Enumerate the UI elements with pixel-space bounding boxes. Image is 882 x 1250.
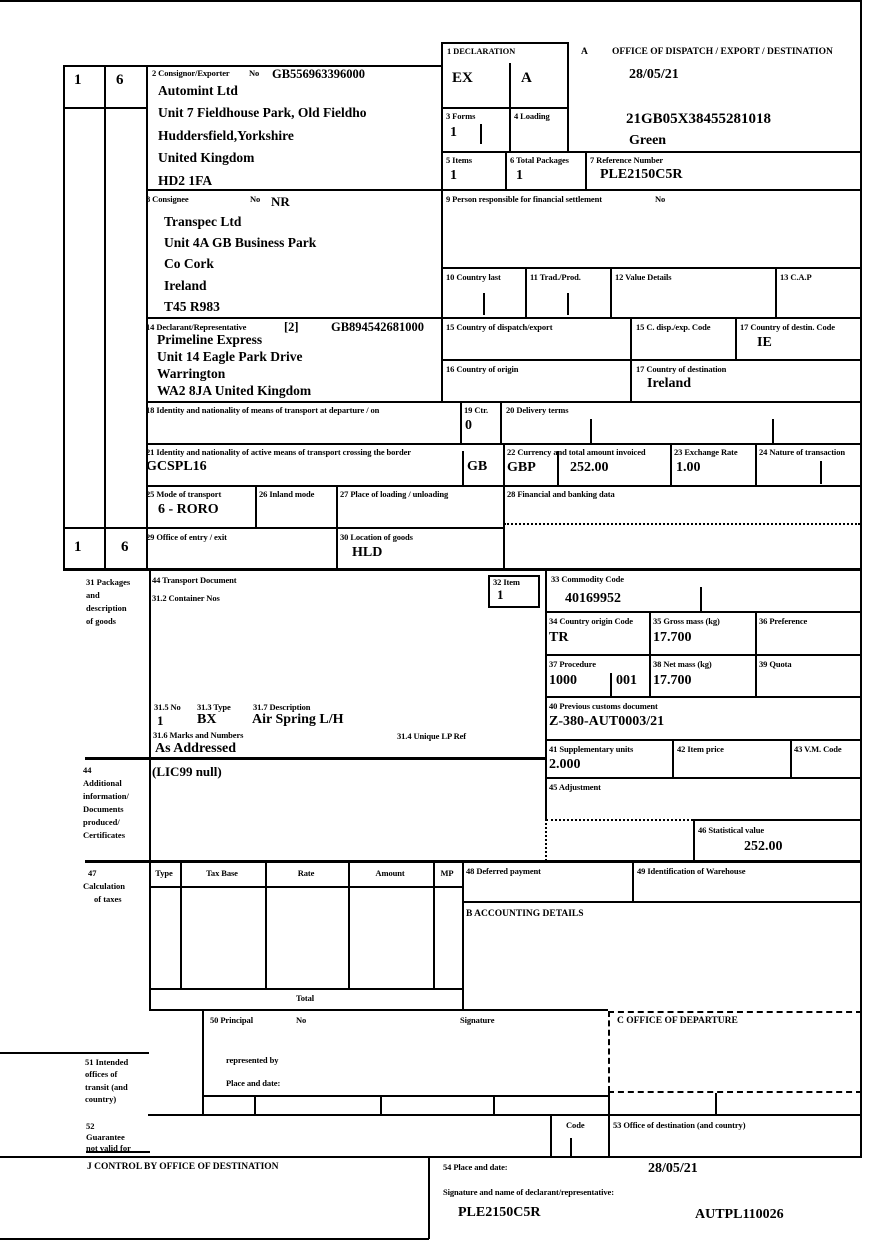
grid-line [149, 1009, 608, 1011]
grid-line [610, 673, 612, 697]
address-line: Unit 7 Fieldhouse Park, Old Fieldho [158, 105, 367, 121]
invoice-currency: GBP [507, 460, 536, 475]
box16-label: 16 Country of origin [446, 364, 519, 374]
tax-col-type: Type [155, 868, 173, 878]
grid-line [85, 757, 545, 760]
exchange-rate: 1.00 [676, 460, 701, 475]
grid-line [649, 611, 651, 697]
dashed-line [608, 1011, 610, 1092]
dotted-line [545, 819, 547, 861]
movement-reference-number: 21GB05X38455281018 [626, 111, 772, 127]
goods-location: HLD [352, 545, 383, 560]
grid-line [670, 443, 672, 486]
box23-label: 23 Exchange Rate [674, 447, 738, 457]
box12-label: 12 Value Details [615, 272, 672, 282]
box34-label: 34 Country origin Code [549, 616, 633, 626]
box39-label: 39 Quota [759, 659, 792, 669]
grid-line [608, 1093, 610, 1157]
box31-4-label: 31.4 Unique LP Ref [397, 731, 467, 741]
box26-label: 26 Inland mode [259, 489, 315, 499]
additional-info-value: (LIC99 null) [152, 764, 222, 779]
box51-margin-label: offices of [85, 1069, 118, 1079]
grid-line [775, 267, 777, 318]
representative-code: [2] [284, 320, 299, 334]
box15-label: 15 Country of dispatch/export [446, 322, 553, 332]
box30-label: 30 Location of goods [340, 532, 413, 542]
package-count: 1 [157, 713, 164, 728]
box50-represented-label: represented by [226, 1055, 279, 1065]
grid-line [755, 443, 757, 486]
box8-no-label: No [250, 194, 261, 204]
address-line: Huddersfield,Yorkshire [158, 127, 294, 143]
tick-mark [700, 587, 702, 612]
grid-line [265, 860, 267, 989]
grid-line [180, 860, 182, 989]
box47-margin-label: of taxes [94, 894, 122, 904]
box9-no-label: No [655, 194, 666, 204]
box14-label: 14 Declarant/Representative [146, 322, 247, 332]
grid-line [693, 819, 695, 861]
destination-country-code: IE [757, 335, 772, 350]
grid-line [149, 886, 462, 888]
grid-line [460, 401, 462, 444]
origin-country-code: TR [549, 630, 569, 645]
box32-label: 32 Item [493, 577, 520, 587]
box54-label: 54 Place and date: [443, 1162, 508, 1172]
copy-number-left-2: 1 [74, 539, 82, 555]
grid-line [550, 1115, 552, 1157]
grid-line [0, 0, 862, 2]
tick-mark [567, 293, 569, 315]
box9-label: 9 Person responsible for financial settlement [446, 194, 602, 204]
box53-label: 53 Office of destination (and country) [613, 1120, 746, 1130]
grid-line [441, 267, 862, 269]
supplementary-units: 2.000 [549, 757, 581, 772]
box37-label: 37 Procedure [549, 659, 596, 669]
box33-label: 33 Commodity Code [551, 574, 624, 584]
grid-line [63, 65, 65, 568]
box31-margin-label: of goods [86, 616, 116, 626]
copy-number-right: 6 [116, 72, 124, 88]
grid-line [715, 1093, 717, 1115]
grid-line [545, 739, 862, 741]
grid-line [433, 860, 435, 989]
box51-margin-label: transit (and [85, 1082, 128, 1092]
tick-mark [480, 124, 482, 144]
grid-line [567, 42, 569, 152]
tax-col-rate: Rate [297, 868, 315, 878]
box25-label: 25 Mode of transport [146, 489, 222, 499]
box50-place-label: Place and date: [226, 1078, 281, 1088]
box44-margin-label: produced/ [83, 817, 120, 827]
address-line: Transpec Ltd [164, 214, 242, 229]
box5-label: 5 Items [446, 155, 472, 165]
grid-line [545, 568, 547, 819]
box21-label: 21 Identity and nationality of active means of transport crossing the border [146, 447, 411, 457]
box50-no-label: No [296, 1015, 307, 1025]
copy-number-right-2: 6 [121, 539, 129, 555]
grid-line [202, 1009, 204, 1115]
destination-country: Ireland [647, 376, 692, 391]
transport-nationality: GB [467, 459, 488, 474]
address-line: Unit 4A GB Business Park [164, 235, 317, 251]
grid-line [254, 1095, 256, 1115]
tax-col-amount: Amount [375, 868, 405, 878]
box20-label: 20 Delivery terms [506, 405, 569, 415]
statistical-value: 252.00 [744, 839, 783, 854]
grid-line [146, 401, 862, 403]
tick-mark [483, 293, 485, 315]
grid-line [348, 860, 350, 989]
box31-margin-label: description [86, 603, 127, 613]
grid-line [630, 317, 632, 402]
copy-number-left: 1 [74, 72, 82, 88]
grid-line [63, 568, 862, 571]
transport-identity: GCSPL16 [146, 459, 207, 474]
box44t-label: 44 Transport Document [152, 575, 237, 585]
box47-margin-label: Calculation [83, 881, 126, 891]
grid-line [441, 42, 568, 44]
box24-label: 24 Nature of transaction [759, 447, 845, 457]
grid-line [545, 696, 862, 698]
box29-label: 29 Office of entry / exit [146, 532, 227, 542]
box6-label: 6 Total Packages [510, 155, 569, 165]
previous-document: Z-380-AUT0003/21 [549, 714, 665, 729]
box38-label: 38 Net mass (kg) [653, 659, 712, 669]
goods-description: Air Spring L/H [252, 712, 344, 727]
grid-line [503, 443, 505, 569]
box41-label: 41 Supplementary units [549, 744, 634, 754]
box17c-label: 17 Country of destin. Code [740, 322, 835, 332]
grid-line [149, 568, 151, 1010]
box13-label: 13 C.A.P [780, 272, 812, 282]
box46-label: 46 Statistical value [698, 825, 764, 835]
address-line: WA2 8JA United Kingdom [157, 383, 312, 398]
sectionB-label: B ACCOUNTING DETAILS [466, 909, 584, 919]
exporter-eori: GB556963396000 [272, 67, 366, 81]
grid-line [146, 317, 862, 319]
box2-no-label: No [249, 68, 260, 78]
dashed-line [608, 1091, 862, 1093]
box31-6-label: 31.6 Marks and Numbers [153, 730, 244, 740]
commodity-code: 40169952 [565, 591, 621, 606]
routing-status: Green [629, 133, 667, 148]
box50-label: 50 Principal [210, 1015, 253, 1025]
box50-signature-label: Signature [460, 1015, 495, 1025]
box51-margin-label: 51 Intended [85, 1057, 129, 1067]
declarant-address [157, 331, 311, 399]
address-line: Unit 14 Eagle Park Drive [157, 349, 303, 364]
invoice-amount: 252.00 [570, 460, 609, 475]
forms-value: 1 [450, 125, 457, 140]
box35-label: 35 Gross mass (kg) [653, 616, 720, 626]
box52-margin-label: Guarantee [86, 1132, 125, 1142]
box31-margin-label: 31 Packages [86, 577, 131, 587]
grid-line [104, 65, 106, 568]
grid-line [610, 267, 612, 318]
box44-margin-label: Additional [83, 778, 122, 788]
tick-mark [772, 419, 774, 444]
grid-line [462, 901, 862, 903]
box44-margin-label: 44 [83, 765, 92, 775]
tick-mark [820, 461, 822, 484]
consignee-no: NR [271, 194, 290, 209]
box42-label: 42 Item price [677, 744, 724, 754]
address-line: HD2 1FA [158, 172, 213, 188]
grid-line [860, 0, 862, 1157]
sectionC-label: C OFFICE OF DEPARTURE [617, 1016, 738, 1026]
place-date-value: 28/05/21 [648, 1161, 698, 1176]
items-value: 1 [450, 168, 457, 183]
grid-line [500, 401, 502, 444]
box19-label: 19 Ctr. [464, 405, 489, 415]
marks-and-numbers: As Addressed [155, 741, 237, 756]
grid-line [202, 1095, 608, 1097]
box44-margin-label: Certificates [83, 830, 126, 840]
tax-col-taxbase: Tax Base [206, 868, 238, 878]
grid-line [336, 485, 338, 569]
address-line: Ireland [164, 277, 207, 293]
box52-margin-label: not valid for [86, 1143, 131, 1153]
grid-line [0, 1052, 149, 1054]
box49-label: 49 Identification of Warehouse [637, 866, 746, 876]
box31-3-label: 31.3 Type [197, 702, 231, 712]
grid-line [63, 65, 442, 67]
grid-line [545, 654, 862, 656]
declaration-type: EX [452, 70, 473, 86]
address-line: Co Cork [164, 256, 214, 272]
total-packages-value: 1 [516, 168, 523, 183]
grid-line [85, 860, 862, 863]
tick-mark [570, 1138, 572, 1157]
box3-label: 3 Forms [446, 111, 476, 121]
officeA-letter: A [581, 47, 588, 57]
box8-label: 8 Consignee [146, 194, 189, 204]
package-type: BX [197, 712, 217, 727]
net-mass: 17.700 [653, 673, 692, 688]
grid-line [505, 151, 507, 190]
reference-number-value: PLE2150C5R [600, 167, 683, 182]
box18-label: 18 Identity and nationality of means of transport at departure / on [146, 405, 380, 415]
tick-mark [590, 419, 592, 444]
consignee-address [164, 211, 316, 317]
grid-line [462, 451, 464, 486]
box44-margin-label: information/ [83, 791, 129, 801]
box7-label: 7 Reference Number [590, 155, 664, 165]
procedure-code-2: 001 [616, 673, 637, 688]
box31-7-label: 31.7 Description [253, 702, 311, 712]
declarant-eori: GB894542681000 [331, 320, 425, 334]
dotted-line [546, 819, 693, 821]
grid-line [149, 988, 462, 990]
gross-mass: 17.700 [653, 630, 692, 645]
box31-2-label: 31.2 Container Nos [152, 593, 220, 603]
grid-line [428, 1156, 430, 1239]
grid-line [0, 1238, 429, 1240]
address-line: T45 R983 [164, 298, 220, 314]
box2-label: 2 Consignor/Exporter [152, 68, 230, 78]
grid-line [255, 485, 257, 528]
box17-label: 17 Country of destination [636, 364, 727, 374]
dashed-line [608, 1011, 862, 1013]
box36-label: 36 Preference [759, 616, 808, 626]
grid-line [441, 42, 443, 402]
grid-line [790, 739, 792, 778]
acceptance-date: 28/05/21 [629, 67, 679, 82]
box52-code-label: Code [566, 1120, 585, 1130]
item-number: 1 [497, 587, 504, 602]
grid-line [441, 359, 862, 361]
grid-line [545, 777, 862, 779]
box45-label: 45 Adjustment [549, 782, 601, 792]
sectionJ-label: J CONTROL BY OFFICE OF DESTINATION [87, 1162, 279, 1172]
officeA-label: OFFICE OF DISPATCH / EXPORT / DESTINATION [612, 47, 833, 57]
box44-margin-label: Documents [83, 804, 124, 814]
box11-label: 11 Trad./Prod. [530, 272, 581, 282]
box10-label: 10 Country last [446, 272, 501, 282]
declarant-reference: PLE2150C5R [458, 1205, 541, 1220]
declaration-subtype: A [521, 70, 532, 86]
grid-line [146, 527, 503, 529]
box47-margin-label: 47 [88, 868, 97, 878]
box31-5-label: 31.5 No [154, 702, 181, 712]
procedure-code: 1000 [549, 673, 577, 688]
declarant-code: AUTPL110026 [695, 1207, 784, 1222]
grid-line [380, 1095, 382, 1115]
box27-label: 27 Place of loading / unloading [340, 489, 449, 499]
exporter-address [158, 80, 367, 192]
grid-line [493, 1095, 495, 1115]
mode-of-transport: 6 - RORO [158, 502, 219, 517]
grid-line [545, 611, 862, 613]
box51-margin-label: country) [85, 1094, 117, 1104]
grid-line [0, 1156, 862, 1158]
address-line: Automint Ltd [158, 83, 238, 98]
address-line: Primeline Express [157, 332, 263, 347]
box15c-label: 15 C. disp./exp. Code [636, 322, 711, 332]
grid-line [509, 63, 511, 152]
address-line: Warrington [157, 366, 226, 381]
grid-line [632, 860, 634, 902]
box54-sig-label: Signature and name of declarant/representative: [443, 1187, 614, 1197]
box22-label: 22 Currency and total amount invoiced [507, 447, 646, 457]
grid-line [672, 739, 674, 778]
grid-line [525, 267, 527, 318]
grid-line [585, 151, 587, 190]
box48-label: 48 Deferred payment [466, 866, 541, 876]
grid-line [462, 860, 464, 1010]
dotted-line [504, 523, 860, 525]
address-line: United Kingdom [158, 150, 255, 166]
tax-col-mp: MP [440, 868, 454, 878]
container-flag: 0 [465, 418, 472, 433]
grid-line [735, 317, 737, 360]
box31-margin-label: and [86, 590, 100, 600]
box1-label: 1 DECLARATION [447, 46, 516, 56]
tax-total-label: Total [295, 993, 315, 1003]
grid-line [693, 819, 862, 821]
box4-label: 4 Loading [514, 111, 550, 121]
box52-margin-label: 52 [86, 1121, 95, 1131]
box40-label: 40 Previous customs document [549, 701, 658, 711]
grid-line [755, 611, 757, 697]
box43-label: 43 V.M. Code [794, 744, 842, 754]
grid-line [441, 107, 568, 109]
box28-label: 28 Financial and banking data [507, 489, 615, 499]
